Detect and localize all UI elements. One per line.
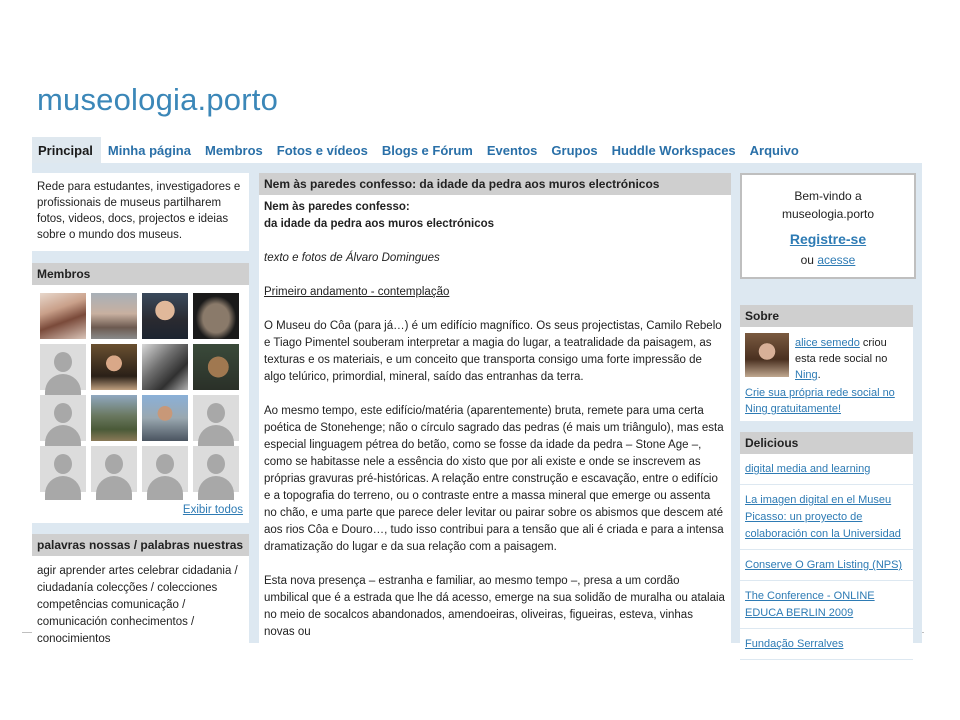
member-avatar-placeholder[interactable] [142, 446, 188, 492]
member-avatar-placeholder[interactable] [40, 395, 86, 441]
tag-cloud[interactable]: agir aprender artes celebrar cidadania / ciudadanía colecções / colecciones competências comunicação / comunicación conhecimentos / conocimientos [37, 565, 238, 645]
article-body [259, 195, 731, 662]
tab-fotos-videos[interactable]: Fotos e vídeos [276, 143, 368, 158]
member-avatar[interactable] [91, 293, 137, 339]
browser-viewport [22, 72, 924, 650]
article-paragraph: O Museu do Côa (para já…) é um edifício magnífico. Os seus projectistas, Camilo Rebelo e Tiago Pimentel souberam interpretar a magia do lugar, a teatralidade da paisagem, as texturas e os materiais, e um conceito que transporta consigo uma forte impressão de algo telúrico, primordial, mineral, saído das entranhas da terra. [264, 320, 722, 383]
member-avatar-placeholder[interactable] [40, 344, 86, 390]
members-heading: Membros [32, 263, 249, 285]
bookmark-link[interactable]: La imagen digital en el Museu Picasso: un proyecto de colaboración con la Universidad [740, 485, 913, 550]
tab-arquivo[interactable]: Arquivo [749, 143, 799, 158]
creator-avatar[interactable] [745, 333, 789, 377]
site-title[interactable]: museologia.porto [37, 82, 279, 117]
welcome-line1: Bem-vindo a [794, 189, 862, 203]
created-text: criou esta rede social no [795, 337, 888, 365]
article-paragraph: Esta nova presença – estranha e familiar, ao mesmo tempo –, presa a um cordão umbilical que é a estrada que lhe dá acesso, emerge na sua solidão de muralha ou atalaia no meio de socalcos abandonados, amendoeiras, oliveiras, figueiras, esteva, vinhas novas ou [264, 575, 725, 638]
tab-eventos[interactable]: Eventos [486, 143, 538, 158]
network-description-box [32, 173, 249, 251]
article-byline: texto e fotos de Álvaro Domingues [264, 252, 440, 264]
delicious-box [740, 432, 913, 650]
article-paragraph: Ao mesmo tempo, este edifício/matéria (aparentemente) bruta, remete para uma certa poética de Stonehenge; não o círculo sagrado das pedras (é mais um triângulo), mas esta especial linguagem pétrea do betão, como se fosse da idade da pedra – Stone Age –, como se habitasse nele a essência do xisto que por ali existe e onde se inscrevem as próprias gravuras pré-históricas. A relação entre construção e escavação, entre o edifício e a topografia do terreno, ou o contraste entre a massa mineral que emerge ou assenta no chão, e uma parte que parece deler levitar ou pairar sobre os abismos que descem até aos rios Côa e Douro…, tudo isso contribui para a tensão que ali é criada e para a intensa dramatização do lugar e da sua relação com a paisagem. [264, 405, 724, 553]
delicious-heading: Delicious [740, 432, 913, 454]
member-avatar-placeholder[interactable] [40, 446, 86, 492]
member-avatar[interactable] [193, 293, 239, 339]
about-description [795, 335, 910, 383]
member-avatar[interactable] [91, 344, 137, 390]
member-avatar[interactable] [142, 344, 188, 390]
member-avatar-placeholder[interactable] [193, 395, 239, 441]
tab-principal[interactable]: Principal [32, 137, 101, 163]
tab-blogs-forum[interactable]: Blogs e Fórum [381, 143, 473, 158]
member-avatar-placeholder[interactable] [91, 446, 137, 492]
network-description: Rede para estudantes, investigadores e profissionais de museus partilharem fotos, videos, docs, projectos e ideias sobre o mundo dos museus. [37, 181, 241, 241]
welcome-box [740, 173, 916, 279]
article-header[interactable]: Nem às paredes confesso: da idade da pedra aos muros electrónicos [259, 173, 731, 195]
ning-link[interactable]: Ning [795, 369, 818, 381]
member-avatar-grid [40, 293, 239, 492]
bookmark-link[interactable]: digital media and learning [740, 454, 913, 485]
member-avatar[interactable] [142, 293, 188, 339]
register-link[interactable]: Registre-se [789, 231, 867, 247]
article-box [259, 173, 731, 643]
welcome-text [742, 187, 914, 223]
welcome-line2: museologia.porto [781, 207, 875, 221]
article-title-line2: da idade da pedra aos muros electrónicos [264, 218, 495, 230]
bookmark-link[interactable]: The Conference - ONLINE EDUCA BERLIN 2009 [740, 581, 913, 629]
tab-membros[interactable]: Membros [204, 143, 263, 158]
article-title-line1: Nem às paredes confesso: [264, 201, 410, 213]
bookmark-link[interactable]: Fundação Serralves [740, 629, 913, 660]
or-text: ou [800, 253, 814, 267]
access-line [742, 253, 914, 267]
creator-link[interactable]: alice semedo [795, 337, 860, 349]
members-box [32, 263, 249, 523]
tab-minha-pagina[interactable]: Minha página [107, 143, 191, 158]
words-box [32, 534, 249, 644]
tab-huddle-workspaces[interactable]: Huddle Workspaces [611, 143, 736, 158]
period: . [817, 369, 821, 381]
tab-grupos[interactable]: Grupos [551, 143, 598, 158]
article-section-title: Primeiro andamento - contemplação [264, 286, 450, 298]
words-heading: palavras nossas / palabras nuestras [32, 534, 249, 556]
member-avatar[interactable] [91, 395, 137, 441]
member-avatar-placeholder[interactable] [193, 446, 239, 492]
create-network-link[interactable]: Crie sua própria rede social no Ning gratuitamente! [745, 387, 895, 415]
about-heading: Sobre [740, 305, 913, 327]
main-nav [32, 137, 806, 163]
bookmark-link[interactable]: Conserve O Gram Listing (NPS) [740, 550, 913, 581]
sign-in-link[interactable]: acesse [817, 253, 856, 267]
view-all-members-link[interactable]: Exibir todos [182, 504, 243, 516]
member-avatar[interactable] [193, 344, 239, 390]
about-box [740, 305, 913, 421]
member-avatar[interactable] [40, 293, 86, 339]
member-avatar[interactable] [142, 395, 188, 441]
